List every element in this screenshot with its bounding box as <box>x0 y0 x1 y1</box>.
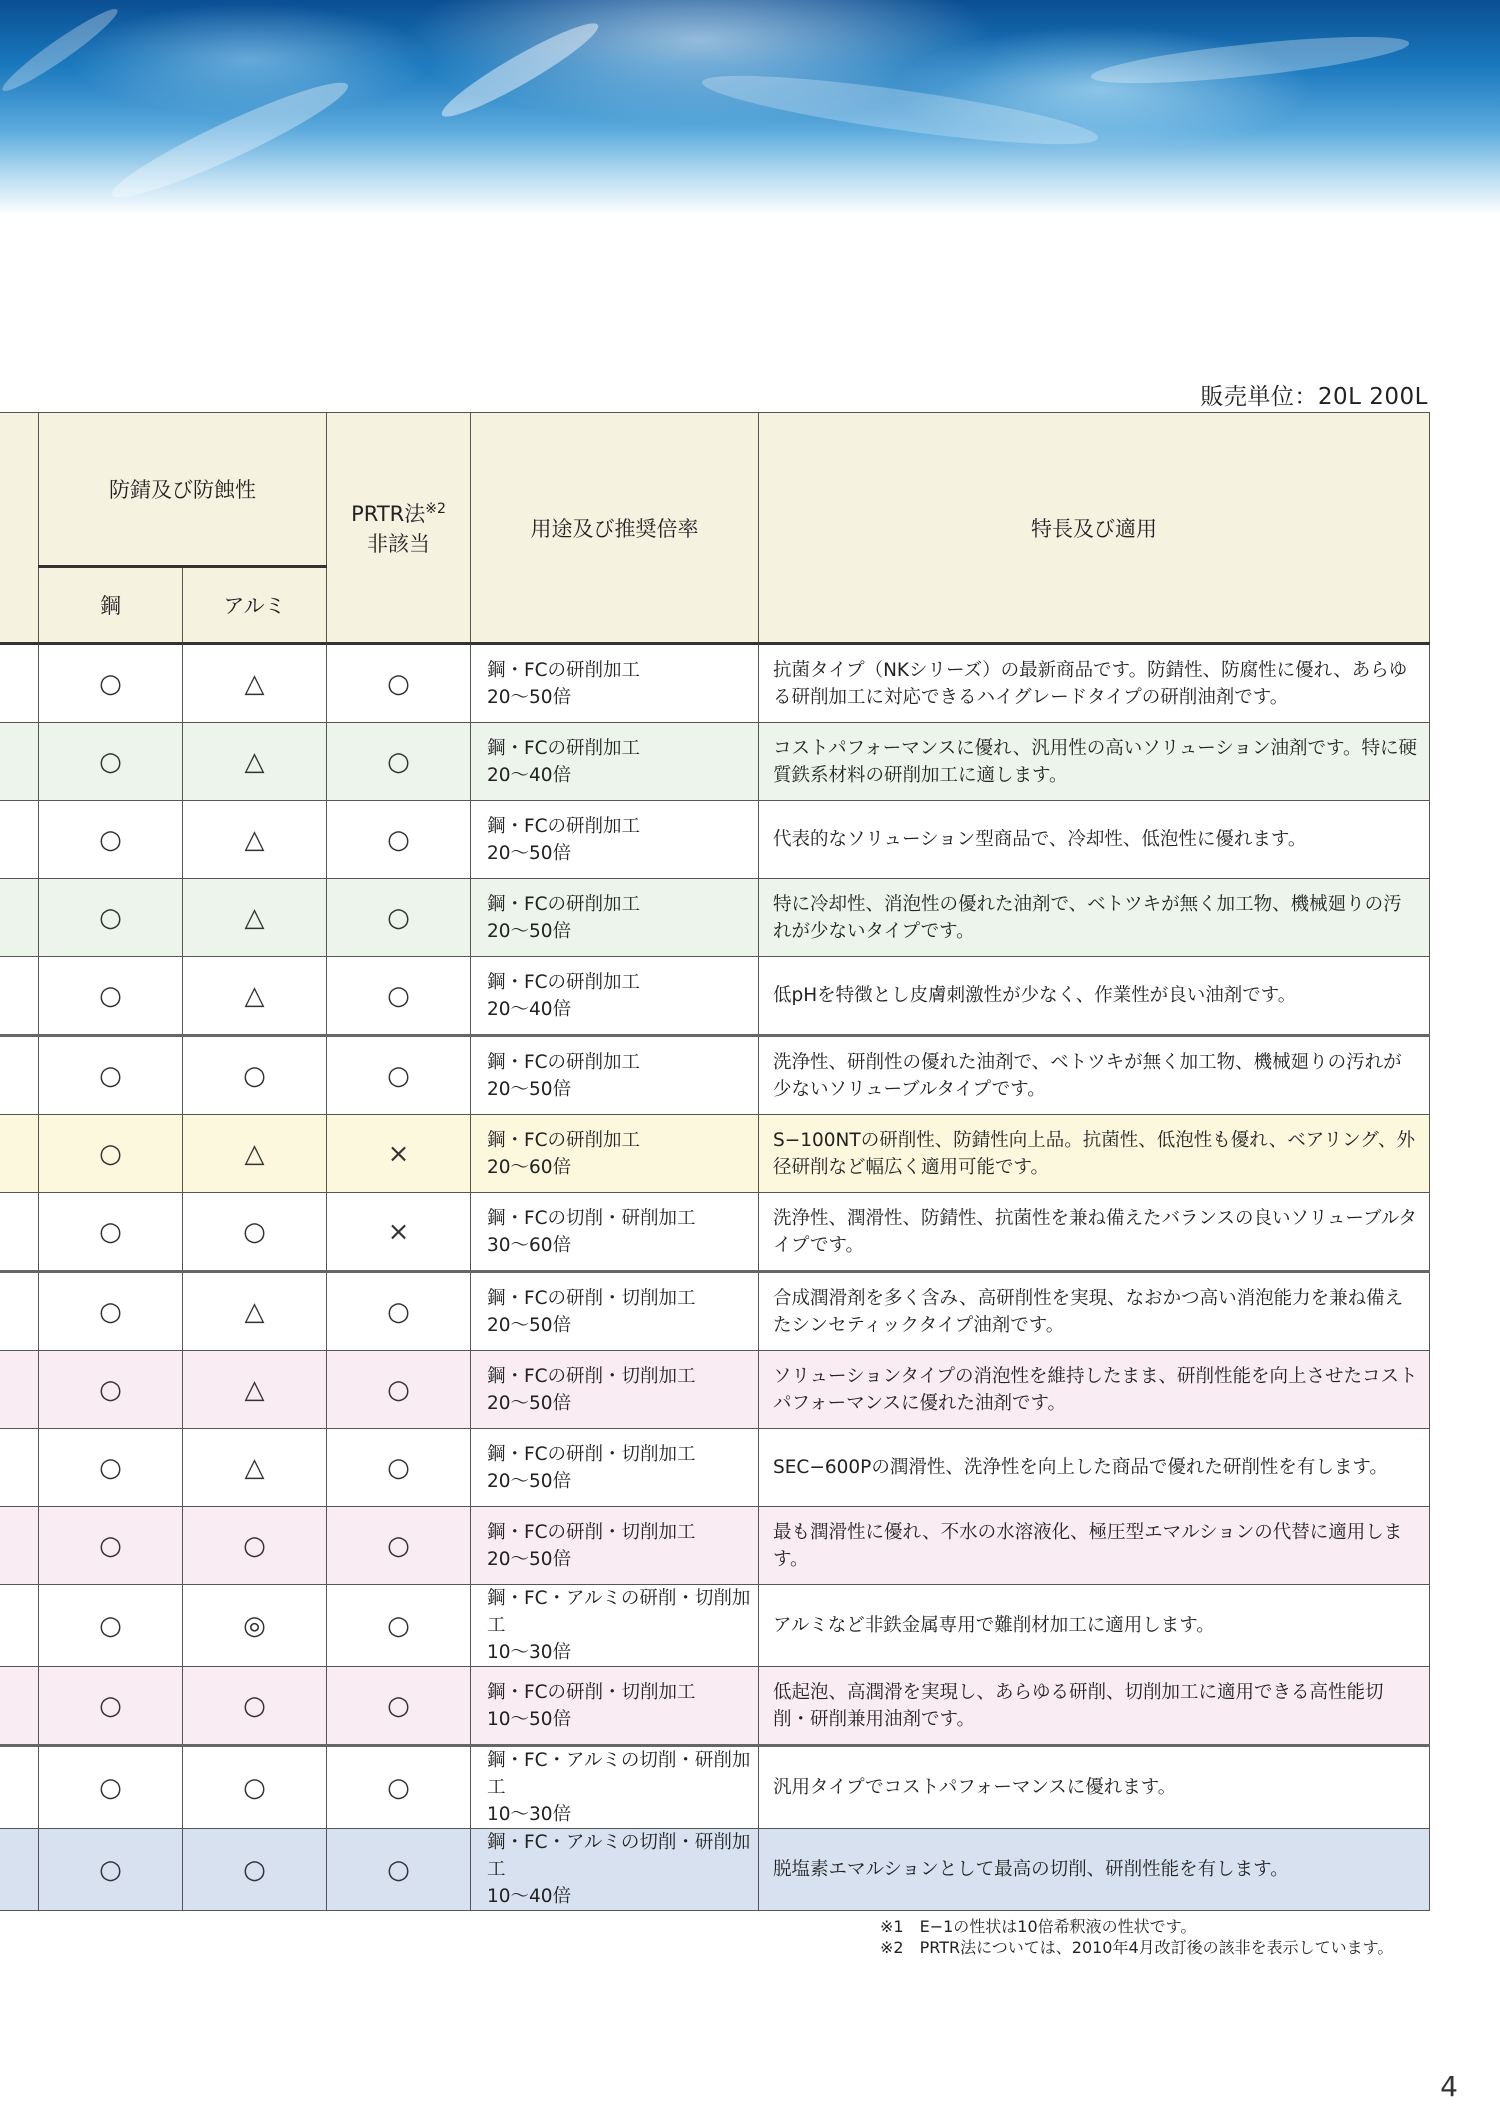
footnotes <box>880 1916 1393 1958</box>
usage-cell: 鋼・FCの研削・切削加工 10〜50倍 <box>471 1667 759 1746</box>
usage-cell: 鋼・FCの研削加工 20〜50倍 <box>471 801 759 879</box>
usage-cell: 鋼・FCの研削・切削加工 20〜50倍 <box>471 1507 759 1585</box>
steel-rating: ○ <box>39 879 183 957</box>
footnote-2: ※2 PRTR法については、2010年4月改訂後の該非を表示しています。 <box>880 1938 1394 1957</box>
steel-header: 鋼 <box>39 567 183 644</box>
table-row <box>0 1829 1430 1911</box>
feature-cell: SEC−600Pの潤滑性、洗浄性を向上した商品で優れた研削性を有します。 <box>759 1429 1430 1507</box>
aluminum-rating: ○ <box>183 1507 327 1585</box>
steel-rating: ○ <box>39 1585 183 1667</box>
table-row <box>0 1272 1430 1351</box>
feature-cell: 汎用タイプでコストパフォーマンスに優れます。 <box>759 1746 1430 1829</box>
usage-cell: 鋼・FC・アルミの研削・切削加工 10〜30倍 <box>471 1585 759 1667</box>
usage-cell: 鋼・FCの研削加工 20〜50倍 <box>471 879 759 957</box>
usage-cell: 鋼・FCの研削加工 20〜40倍 <box>471 957 759 1036</box>
aluminum-rating: △ <box>183 1351 327 1429</box>
prtr-header-line1: PRTR法 <box>351 501 426 526</box>
footnote-1: ※1 E−1の性状は10倍希釈液の性状です。 <box>880 1917 1197 1936</box>
prtr-status: ○ <box>327 644 471 723</box>
table-row <box>0 1585 1430 1667</box>
aluminum-rating: ○ <box>183 1667 327 1746</box>
prtr-status: ○ <box>327 1272 471 1351</box>
table-row <box>0 1746 1430 1829</box>
stub-column <box>0 413 39 644</box>
prtr-status: ○ <box>327 1351 471 1429</box>
steel-rating: ○ <box>39 957 183 1036</box>
prtr-status: ○ <box>327 1746 471 1829</box>
prtr-status: ○ <box>327 1507 471 1585</box>
steel-rating: ○ <box>39 1667 183 1746</box>
prtr-header <box>327 413 471 644</box>
corrosion-header: 防錆及び防蝕性 <box>39 413 327 567</box>
steel-rating: ○ <box>39 1429 183 1507</box>
usage-cell: 鋼・FC・アルミの切削・研削加工 10〜30倍 <box>471 1746 759 1829</box>
aluminum-rating: △ <box>183 801 327 879</box>
steel-rating: ○ <box>39 1272 183 1351</box>
prtr-status: ○ <box>327 1667 471 1746</box>
table-row <box>0 1115 1430 1193</box>
feature-cell: コストパフォーマンスに優れ、汎用性の高いソリューション油剤です。特に硬質鉄系材料の研削加工に適します。 <box>759 723 1430 801</box>
table-row <box>0 957 1430 1036</box>
steel-rating: ○ <box>39 1746 183 1829</box>
sales-unit: 販売単位：20L 200L <box>1200 384 1428 410</box>
usage-cell: 鋼・FCの研削加工 20〜50倍 <box>471 1036 759 1115</box>
feature-cell: 抗菌タイプ（NKシリーズ）の最新商品です。防錆性、防腐性に優れ、あらゆる研削加工に対応できるハイグレードタイプの研削油剤です。 <box>759 644 1430 723</box>
aluminum-header: アルミ <box>183 567 327 644</box>
feature-cell: 合成潤滑剤を多く含み、高研削性を実現、なおかつ高い消泡能力を兼ね備えたシンセティックタイプ油剤です。 <box>759 1272 1430 1351</box>
feature-cell: 洗浄性、潤滑性、防錆性、抗菌性を兼ね備えたバランスの良いソリューブルタイプです。 <box>759 1193 1430 1272</box>
steel-rating: ○ <box>39 1829 183 1911</box>
steel-rating: ○ <box>39 723 183 801</box>
aluminum-rating: △ <box>183 879 327 957</box>
page-number: 4 <box>1440 2070 1458 2103</box>
aluminum-rating: △ <box>183 723 327 801</box>
aluminum-rating: △ <box>183 1115 327 1193</box>
feature-cell: 低起泡、高潤滑を実現し、あらゆる研削、切削加工に適用できる高性能切削・研削兼用油剤です。 <box>759 1667 1430 1746</box>
feature-cell: 洗浄性、研削性の優れた油剤で、ベトツキが無く加工物、機械廻りの汚れが少ないソリューブルタイプです。 <box>759 1036 1430 1115</box>
feature-cell: 脱塩素エマルションとして最高の切削、研削性能を有します。 <box>759 1829 1430 1911</box>
prtr-status: ○ <box>327 879 471 957</box>
aluminum-rating: △ <box>183 1429 327 1507</box>
aluminum-rating: △ <box>183 1272 327 1351</box>
usage-cell: 鋼・FCの切削・研削加工 30〜60倍 <box>471 1193 759 1272</box>
aluminum-rating: ○ <box>183 1036 327 1115</box>
table-row <box>0 1429 1430 1507</box>
prtr-status: ○ <box>327 801 471 879</box>
table-row <box>0 801 1430 879</box>
feature-cell: 代表的なソリューション型商品で、冷却性、低泡性に優れます。 <box>759 801 1430 879</box>
usage-cell: 鋼・FCの研削・切削加工 20〜50倍 <box>471 1272 759 1351</box>
prtr-note-marker: ※2 <box>425 500 446 517</box>
feature-cell: 特に冷却性、消泡性の優れた油剤で、ベトツキが無く加工物、機械廻りの汚れが少ないタイプです。 <box>759 879 1430 957</box>
feature-cell: S−100NTの研削性、防錆性向上品。抗菌性、低泡性も優れ、ベアリング、外径研削など幅広く適用可能です。 <box>759 1115 1430 1193</box>
usage-cell: 鋼・FCの研削・切削加工 20〜50倍 <box>471 1429 759 1507</box>
usage-cell: 鋼・FCの研削・切削加工 20〜50倍 <box>471 1351 759 1429</box>
table-row <box>0 723 1430 801</box>
usage-cell: 鋼・FCの研削加工 20〜40倍 <box>471 723 759 801</box>
feature-cell: アルミなど非鉄金属専用で難削材加工に適用します。 <box>759 1585 1430 1667</box>
usage-cell: 鋼・FC・アルミの切削・研削加工 10〜40倍 <box>471 1829 759 1911</box>
usage-cell: 鋼・FCの研削加工 20〜60倍 <box>471 1115 759 1193</box>
prtr-status: ○ <box>327 1429 471 1507</box>
steel-rating: ○ <box>39 801 183 879</box>
usage-cell: 鋼・FCの研削加工 20〜50倍 <box>471 644 759 723</box>
water-banner <box>0 0 1500 215</box>
table-row <box>0 1036 1430 1115</box>
table-row <box>0 1667 1430 1746</box>
prtr-status: × <box>327 1193 471 1272</box>
aluminum-rating: ○ <box>183 1829 327 1911</box>
steel-rating: ○ <box>39 644 183 723</box>
prtr-status: ○ <box>327 957 471 1036</box>
table-row <box>0 1351 1430 1429</box>
table-row <box>0 1193 1430 1272</box>
water-ripple-decoration <box>0 0 1500 215</box>
feature-cell: 低pHを特徴とし皮膚刺激性が少なく、作業性が良い油剤です。 <box>759 957 1430 1036</box>
steel-rating: ○ <box>39 1507 183 1585</box>
prtr-status: ○ <box>327 1036 471 1115</box>
table-row <box>0 1507 1430 1585</box>
steel-rating: ○ <box>39 1351 183 1429</box>
aluminum-rating: △ <box>183 644 327 723</box>
steel-rating: ○ <box>39 1193 183 1272</box>
aluminum-rating: ○ <box>183 1193 327 1272</box>
table-row <box>0 879 1430 957</box>
table-row <box>0 644 1430 723</box>
aluminum-rating: ○ <box>183 1746 327 1829</box>
usage-header: 用途及び推奨倍率 <box>471 413 759 644</box>
prtr-status: × <box>327 1115 471 1193</box>
aluminum-rating: ◎ <box>183 1585 327 1667</box>
steel-rating: ○ <box>39 1115 183 1193</box>
prtr-status: ○ <box>327 1829 471 1911</box>
prtr-status: ○ <box>327 723 471 801</box>
aluminum-rating: △ <box>183 957 327 1036</box>
features-header: 特長及び適用 <box>759 413 1430 644</box>
prtr-header-line2: 非該当 <box>367 531 430 556</box>
feature-cell: ソリューションタイプの消泡性を維持したまま、研削性能を向上させたコストパフォーマンスに優れた油剤です。 <box>759 1351 1430 1429</box>
steel-rating: ○ <box>39 1036 183 1115</box>
feature-cell: 最も潤滑性に優れ、不水の水溶液化、極圧型エマルションの代替に適用します。 <box>759 1507 1430 1585</box>
product-spec-table <box>0 412 1430 1911</box>
prtr-status: ○ <box>327 1585 471 1667</box>
